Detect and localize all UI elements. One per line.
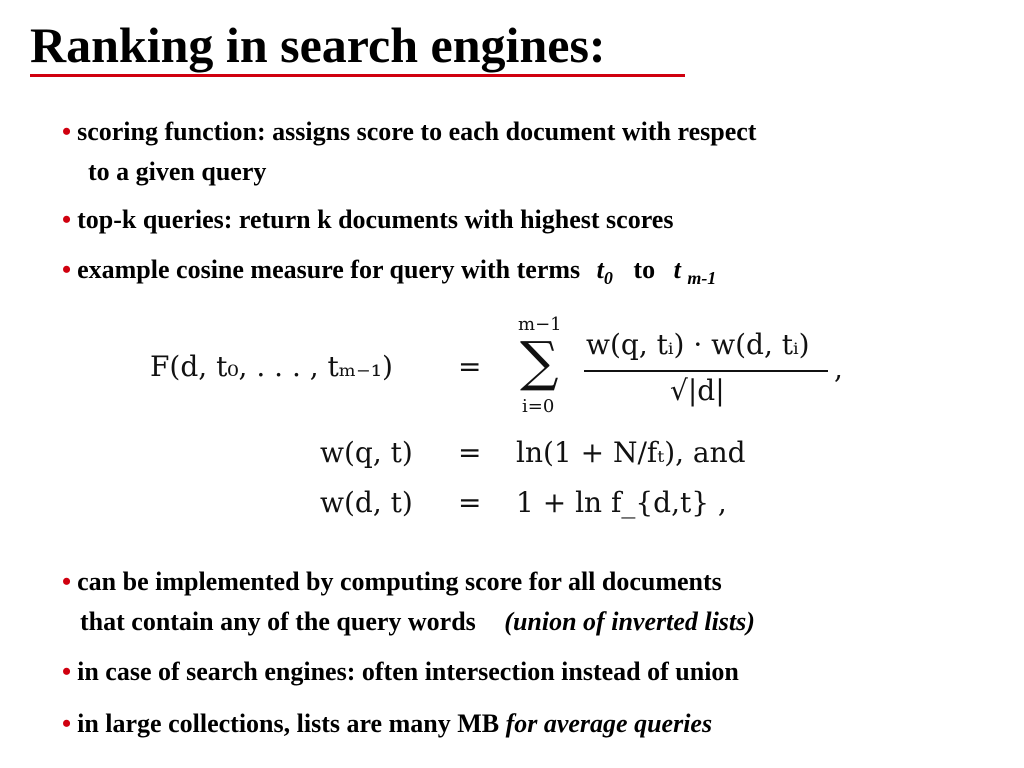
bullet-dot: • bbox=[62, 117, 72, 146]
bullet-large-collections bbox=[62, 704, 712, 744]
slide-title: Ranking in search engines: bbox=[30, 17, 606, 73]
title-underline bbox=[30, 74, 685, 77]
bullet-text: can be implemented by computing score for all documents bbox=[77, 567, 722, 596]
to-word: to bbox=[633, 255, 656, 284]
sum-upper-limit: m−1 bbox=[518, 314, 562, 335]
bullet-text: in case of search engines: often intersection instead of union bbox=[77, 657, 739, 686]
bullet-dot: • bbox=[62, 255, 72, 284]
term-tm1: t $_{m-1}$ bbox=[673, 255, 717, 288]
fraction-denominator: √|d| bbox=[670, 374, 725, 407]
bullet-dot: • bbox=[62, 205, 72, 234]
union-note: (union of inverted lists) bbox=[504, 607, 755, 636]
bullet-text: in large collections, lists are many MB bbox=[77, 709, 500, 738]
bullet-dot: • bbox=[62, 567, 72, 596]
bullet-text: top-k queries: return k documents with highest scores bbox=[77, 205, 674, 234]
bullet-continuation: that contain any of the query words (union of inverted lists) bbox=[80, 607, 755, 636]
term-t0: $t_0$ bbox=[596, 255, 613, 288]
bullet-search-engines bbox=[62, 652, 739, 692]
sum-sign: ∑ bbox=[520, 330, 559, 393]
sum-lower-limit: i=0 bbox=[522, 396, 555, 417]
bullet-text: example cosine measure for query with terms bbox=[77, 255, 581, 284]
bullet-dot: • bbox=[62, 657, 72, 686]
formula-equals: = bbox=[458, 486, 482, 519]
cosine-formula bbox=[150, 312, 870, 542]
formula-rhs-wd: 1 + ln f_{d,t} , bbox=[516, 486, 727, 519]
formula-equals: = bbox=[458, 436, 482, 469]
fraction-numerator: w(q, tᵢ) · w(d, tᵢ) bbox=[586, 328, 810, 361]
formula-comma: , bbox=[834, 352, 843, 385]
formula-lhs-wd: w(d, t) bbox=[320, 486, 413, 519]
fraction-bar bbox=[584, 370, 828, 372]
formula-equals: = bbox=[458, 350, 482, 383]
bullet-continuation: to a given query bbox=[88, 157, 267, 186]
bullet-cosine-example bbox=[62, 250, 716, 292]
formula-rhs-wq: ln(1 + N/fₜ), and bbox=[516, 436, 746, 469]
bullet-implementation bbox=[62, 562, 722, 602]
bullet-scoring-function bbox=[62, 112, 756, 152]
bullet-top-k bbox=[62, 200, 673, 240]
bullet-text: scoring function: assigns score to each document with respect bbox=[77, 117, 757, 146]
formula-lhs-wq: w(q, t) bbox=[320, 436, 413, 469]
average-queries-note: for average queries bbox=[505, 709, 713, 738]
formula-lhs-F: F(d, t₀, . . . , tₘ₋₁) bbox=[150, 350, 393, 383]
bullet-dot: • bbox=[62, 709, 72, 738]
